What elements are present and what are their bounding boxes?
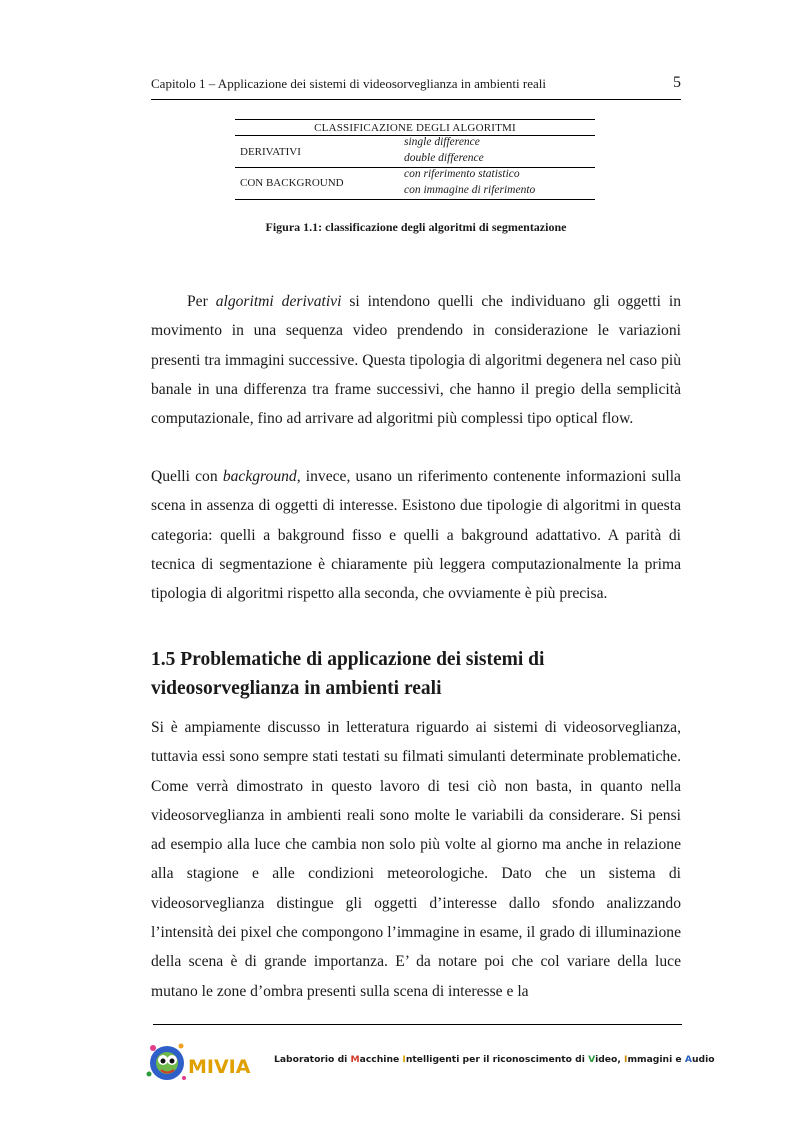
table-category: CON BACKGROUND [240,177,344,189]
header-title: Capitolo 1 – Applicazione dei sistemi di videosorveglianza in ambienti reali [151,76,546,91]
table-category: DERIVATIVI [240,146,301,158]
footer-rule [153,1024,682,1025]
paragraph-text: , invece, usano un riferimento contenente informazioni sulla scena in assenza di oggetti di interesse. Esistono due tipologie di algoritmi in questa categoria: quelli a bakground fisso e quelli a bakground adattativo. A parità di tecnica di segmentazione è chiaramente più leggera computazionalmente la prima tipologia di algoritmi rispetto alla seconda, che ovviamente è più precisa. [151,468,681,603]
lab-text: ideo, [595,1054,625,1065]
section-heading: 1.5 Problematiche di applicazione dei sistemi di videosorveglianza in ambienti reali [151,649,545,699]
page-header [151,74,681,98]
paragraph-background [151,462,681,608]
table-item: con riferimento statistico [404,168,520,180]
term-emphasis: background [222,468,297,485]
table-bottom-rule [235,199,595,200]
lab-text: udio [691,1054,715,1065]
page-number: 5 [673,74,681,91]
lab-initial: I [624,1054,628,1065]
paragraph-text: Per [187,293,216,310]
mivia-logo [144,1040,251,1086]
lab-initial: A [684,1054,692,1065]
lab-initial: I [402,1054,406,1065]
paragraph-problematiche: Si è ampiamente discusso in letteratura riguardo ai sistemi di videosorveglianza, tuttavia essi sono sempre stati testati su filmati simulanti determinate problematiche. Come verrà dimostrato in questo lavoro di tesi ciò non basta, in quanto nella videosorveglianza in ambienti reali sono molte le variabili da considerare. Si pensi ad esempio alla luce che cambia non solo più volte al giorno ma anche in relazione alla stagione e alle condizioni meteorologiche. Dato che un sistema di videosorveglianza distingue gli oggetti d’interesse dallo sfondo analizzando l’intensità dei pixel che compongono l’immagine in esame, il grado di illuminazione della scena è di grande importanza. E’ da notare poi che col variare della luce mutano le zone d’ombra presenti sulla scena di interesse e la [151,719,681,1000]
paragraph-text: Quelli con [151,468,223,485]
lab-initial: V [588,1054,596,1065]
lab-initial: M [350,1054,360,1065]
table-heading: CLASSIFICAZIONE DEGLI ALGORITMI [314,122,516,134]
lab-text: acchine [359,1054,403,1065]
mivia-logo-icon [144,1040,251,1086]
paragraph-derivativi [151,287,681,433]
logo-letter: MIVIA [188,1056,251,1078]
table-top-rule [235,119,595,120]
lab-text: ntelligenti per il riconoscimento di [405,1054,589,1065]
term-emphasis: algoritmi derivativi [215,293,342,310]
lab-text: mmagini e [627,1054,685,1065]
paragraph-text: si intendono quelli che individuano gli oggetti in movimento in una sequenza video prendendo in considerazione le variazioni presenti tra immagini successive. Questa tipologia di algoritmi degenera nel caso più banale in una differenza tra frame successivi, che hanno il pregio della semplicità computazionale, fino ad arrivare ad algoritmi più complessi tipo optical flow. [151,293,681,428]
table-item: con immagine di riferimento [404,184,536,196]
table-item: double difference [404,152,484,164]
figure-caption: Figura 1.1: classificazione degli algoritmi di segmentazione [265,220,567,234]
logo-wordmark [188,1056,251,1078]
table-item: single difference [404,136,480,148]
header-rule [151,99,681,100]
lab-text: Laboratorio di [274,1054,351,1065]
lab-name [274,1054,715,1065]
